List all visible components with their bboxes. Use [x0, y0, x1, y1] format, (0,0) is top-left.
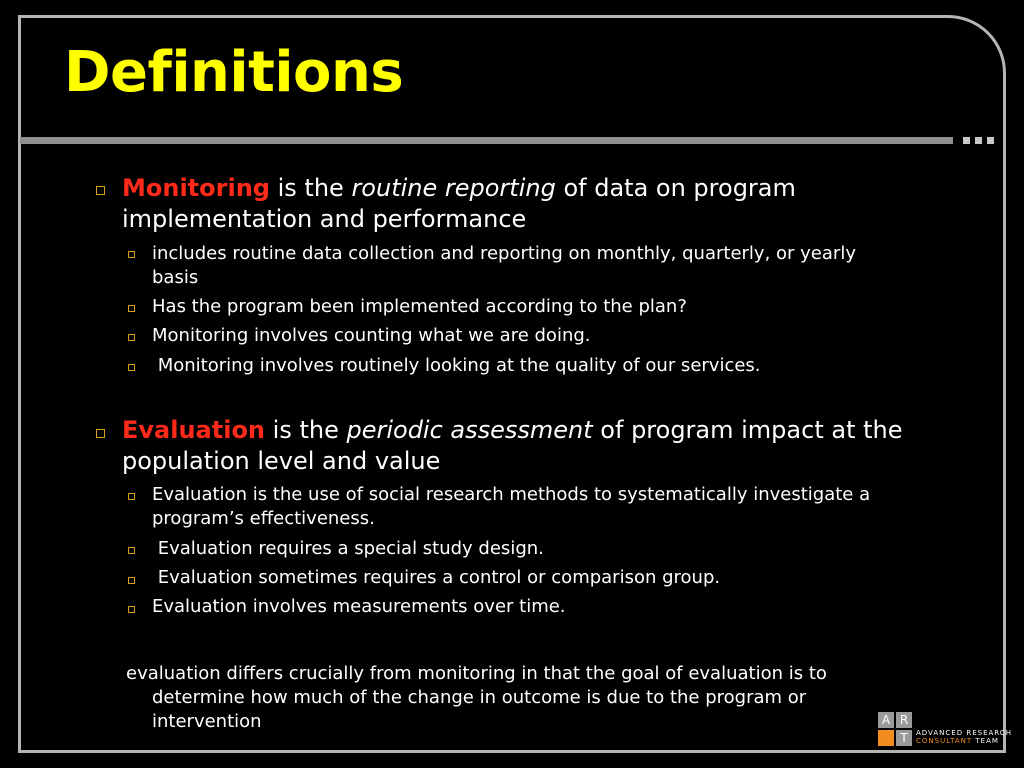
- art-logo: [876, 712, 1012, 746]
- square-bullet-icon: [96, 429, 105, 438]
- monitoring-text-a: is the: [269, 174, 352, 202]
- monitoring-text-b: of data on program: [555, 174, 796, 202]
- evaluation-bullet: [122, 415, 1002, 477]
- square-bullet-icon: [128, 547, 135, 554]
- sub-text: program’s effectiveness.: [152, 508, 375, 529]
- monitoring-sub-4: Monitoring involves routinely looking at the quality of our services.: [152, 355, 761, 376]
- evaluation-sub-3: Evaluation sometimes requires a control or comparison group.: [152, 567, 721, 588]
- monitoring-term: Monitoring: [122, 174, 270, 202]
- square-bullet-icon: [128, 493, 135, 500]
- monitoring-sub-1: [152, 242, 972, 290]
- note-line: intervention: [152, 711, 262, 732]
- evaluation-sub-1: [152, 483, 972, 531]
- slide-title: Definitions: [64, 40, 404, 105]
- evaluation-text-a: is the: [265, 416, 347, 444]
- evaluation-sub-4: Evaluation involves measurements over time.: [152, 596, 566, 617]
- logo-orange-block: [878, 730, 894, 746]
- monitoring-sub-3: Monitoring involves counting what we are doing.: [152, 325, 591, 346]
- square-bullet-icon: [128, 606, 135, 613]
- logo-letter-r: R: [896, 712, 912, 728]
- logo-line-1: ADVANCED RESEARCH: [916, 729, 1012, 737]
- logo-line-2: [916, 737, 999, 745]
- monitoring-bullet: [122, 173, 1002, 235]
- monitoring-line2: implementation and performance: [122, 205, 527, 233]
- sub-text: Evaluation is the use of social research methods to systematically investigate a: [152, 484, 871, 505]
- evaluation-line2: population level and value: [122, 447, 441, 475]
- evaluation-sub-2: Evaluation requires a special study design.: [152, 538, 544, 559]
- sub-text: includes routine data collection and reporting on monthly, quarterly, or yearly: [152, 243, 856, 264]
- logo-consultant: CONSULTANT: [916, 737, 973, 745]
- square-bullet-icon: [128, 251, 135, 258]
- square-bullet-icon: [128, 577, 135, 584]
- sub-text: basis: [152, 267, 199, 288]
- closing-note: [126, 662, 926, 734]
- square-bullet-icon: [128, 334, 135, 341]
- logo-letter-a: A: [878, 712, 894, 728]
- evaluation-italic: periodic assessment: [346, 416, 593, 444]
- square-bullet-icon: [96, 186, 105, 195]
- square-bullet-icon: [128, 305, 135, 312]
- evaluation-term: Evaluation: [122, 416, 266, 444]
- note-line: determine how much of the change in outcome is due to the program or: [152, 687, 807, 708]
- square-bullet-icon: [128, 364, 135, 371]
- evaluation-text-b: of program impact at the: [592, 416, 903, 444]
- logo-letter-t: T: [896, 730, 912, 746]
- monitoring-sub-2: Has the program been implemented according to the plan?: [152, 296, 687, 317]
- monitoring-italic: routine reporting: [351, 174, 556, 202]
- logo-team: TEAM: [972, 737, 999, 745]
- note-line: evaluation differs crucially from monitoring in that the goal of evaluation is to: [126, 663, 827, 684]
